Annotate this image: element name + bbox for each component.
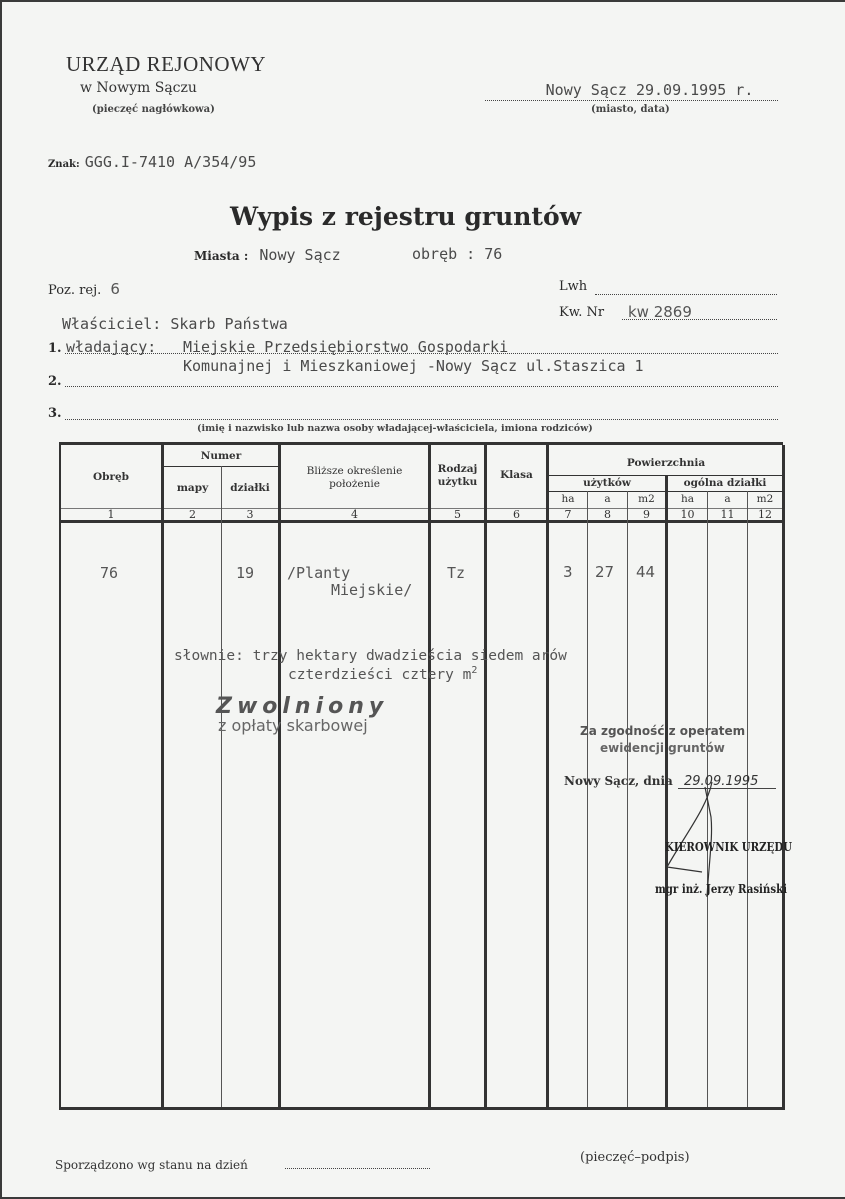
amount-in-words-line2: czterdzieści cztery $m^2$ bbox=[288, 665, 478, 683]
header-obreb: Obręb bbox=[92, 471, 130, 483]
poz-label: Poz. rej. bbox=[48, 283, 102, 298]
kw-field bbox=[622, 302, 777, 320]
reference-value: GGG.I-7410 A/354/95 bbox=[84, 153, 257, 171]
reference-label: Znak: bbox=[48, 159, 80, 170]
table-top-border bbox=[59, 442, 783, 445]
exempt-stamp-line2: z opłaty skarbowej bbox=[218, 716, 368, 735]
signature-caption: (pieczęć–podpis) bbox=[580, 1150, 690, 1165]
office-stamp-line2: w Nowym Sączu bbox=[80, 80, 197, 96]
place-date-value: Nowy Sącz 29.09.1995 r. bbox=[545, 81, 754, 99]
office-stamp-caption: (pieczęć nagłówkowa) bbox=[92, 104, 215, 115]
header-blizsze-2: położenie bbox=[329, 478, 380, 490]
precinct bbox=[412, 245, 502, 263]
conformity-stamp-line1: Za zgodność z operatem bbox=[580, 724, 746, 738]
lwh-field bbox=[595, 279, 777, 295]
header-uzytkow: użytków bbox=[583, 477, 631, 489]
header-rodzaj-1: Rodzaj bbox=[437, 463, 478, 475]
col-line bbox=[484, 445, 487, 1107]
col-line bbox=[627, 491, 628, 1107]
state-as-of-field bbox=[285, 1154, 430, 1169]
col-line bbox=[546, 445, 549, 1107]
office-head-name: mgr inż. Jerzy Rasiński bbox=[655, 882, 788, 896]
amount-in-words-line1: słownie: trzy hektary dwadzieścia siedem arów bbox=[174, 648, 567, 664]
column-number: 1 bbox=[107, 508, 115, 521]
kw-label: Kw. Nr bbox=[559, 305, 605, 320]
place-date-caption: (miasto, data) bbox=[591, 104, 670, 115]
exempt-stamp-line1: Zwolniony bbox=[216, 694, 389, 719]
location-line bbox=[194, 245, 341, 264]
column-number: 6 bbox=[513, 508, 520, 521]
reference bbox=[48, 152, 256, 171]
document-title: Wypis z rejestru gruntów bbox=[230, 202, 582, 231]
col-line bbox=[587, 491, 588, 1107]
certification-date-label: Nowy Sącz, dnia bbox=[564, 774, 673, 788]
column-number: 5 bbox=[454, 508, 461, 521]
kw-value: kw 2869 bbox=[628, 303, 692, 321]
state-as-of bbox=[55, 1154, 248, 1173]
col-line bbox=[428, 445, 431, 1107]
header-ogolna: ogólna działki bbox=[683, 477, 767, 489]
cell-obreb: 76 bbox=[100, 564, 119, 582]
cell-uz-ha: 3 bbox=[563, 563, 573, 581]
cell-polozenie-line1: /Planty bbox=[287, 564, 351, 582]
cell-uz-a: 27 bbox=[595, 563, 615, 581]
header-og-m2: m2 bbox=[756, 493, 774, 505]
header-uz-m2: m2 bbox=[638, 493, 655, 505]
owner-label: Właściciel: bbox=[62, 315, 162, 333]
column-number: 12 bbox=[758, 508, 772, 521]
column-number: 4 bbox=[351, 508, 358, 521]
lwh-label: Lwh bbox=[559, 279, 588, 294]
column-number: 8 bbox=[604, 508, 611, 521]
place-date-field bbox=[485, 82, 778, 101]
header-uz-ha: ha bbox=[561, 493, 575, 505]
column-number: 2 bbox=[189, 508, 196, 521]
header-uz-a: a bbox=[604, 493, 611, 505]
office-stamp-line1: URZĄD REJONOWY bbox=[66, 52, 267, 76]
owner-row1-label: władający: bbox=[66, 338, 157, 356]
conformity-stamp-line2: ewidencji gruntów bbox=[600, 741, 725, 755]
column-number: 11 bbox=[720, 508, 735, 521]
precinct-label: obręb : bbox=[412, 245, 476, 263]
owner-value: Skarb Państwa bbox=[170, 315, 288, 333]
city-value: Nowy Sącz bbox=[259, 246, 341, 264]
header-powierzchnia: Powierzchnia bbox=[626, 457, 706, 469]
owner-row3-num: 3. bbox=[48, 406, 62, 421]
owner-row1-num: 1. bbox=[48, 341, 62, 356]
header-numer: Numer bbox=[200, 450, 242, 462]
owner-row1-line2: Komunajnej i Mieszkaniowej -Nowy Sącz ul.Staszica 1 bbox=[183, 357, 644, 375]
city-label: Miasta : bbox=[194, 249, 249, 263]
cell-dzialki: 19 bbox=[236, 564, 255, 582]
header-mapy: mapy bbox=[176, 482, 209, 494]
cell-uz-m2: 44 bbox=[636, 563, 656, 581]
cell-rodzaj: Tz bbox=[447, 564, 466, 582]
owner bbox=[62, 315, 288, 333]
owner-row1-line1: Miejskie Przedsiębiorstwo Gospodarki bbox=[183, 338, 509, 356]
owner-row2-num: 2. bbox=[48, 374, 62, 389]
header-og-ha: ha bbox=[680, 493, 695, 505]
registry-position bbox=[48, 279, 120, 298]
col-line bbox=[221, 466, 222, 1107]
column-number: 3 bbox=[246, 508, 254, 521]
col-line bbox=[782, 445, 785, 1110]
owner-row2-line bbox=[65, 372, 778, 387]
header-og-a: a bbox=[724, 493, 731, 505]
col-line bbox=[161, 445, 164, 1107]
header-blizsze-1: Bliższe określenie bbox=[306, 465, 403, 477]
col-line bbox=[278, 445, 281, 1107]
table-bottom-border bbox=[59, 1107, 783, 1110]
owner-row3-line bbox=[65, 405, 778, 420]
cell-polozenie-line2: Miejskie/ bbox=[331, 581, 413, 599]
column-number: 10 bbox=[680, 508, 695, 521]
column-number: 9 bbox=[643, 508, 650, 521]
header-klasa: Klasa bbox=[500, 469, 533, 481]
state-as-of-label: Sporządzono wg stanu na dzień bbox=[55, 1158, 248, 1172]
column-number: 7 bbox=[564, 508, 572, 521]
col-line bbox=[59, 442, 61, 1110]
precinct-value: 76 bbox=[484, 245, 503, 263]
header-rodzaj-2: użytku bbox=[437, 476, 478, 488]
header-dzialki: działki bbox=[230, 482, 270, 494]
office-head-title: KIEROWNIK URZĘDU bbox=[665, 840, 793, 854]
certification-date-value: 29.09.1995 bbox=[684, 774, 759, 789]
poz-value: 6 bbox=[110, 280, 120, 298]
owners-caption: (imię i nazwisko lub nazwa osoby władającej-właściciela, imiona rodziców) bbox=[197, 423, 593, 434]
col-line bbox=[747, 491, 748, 1107]
